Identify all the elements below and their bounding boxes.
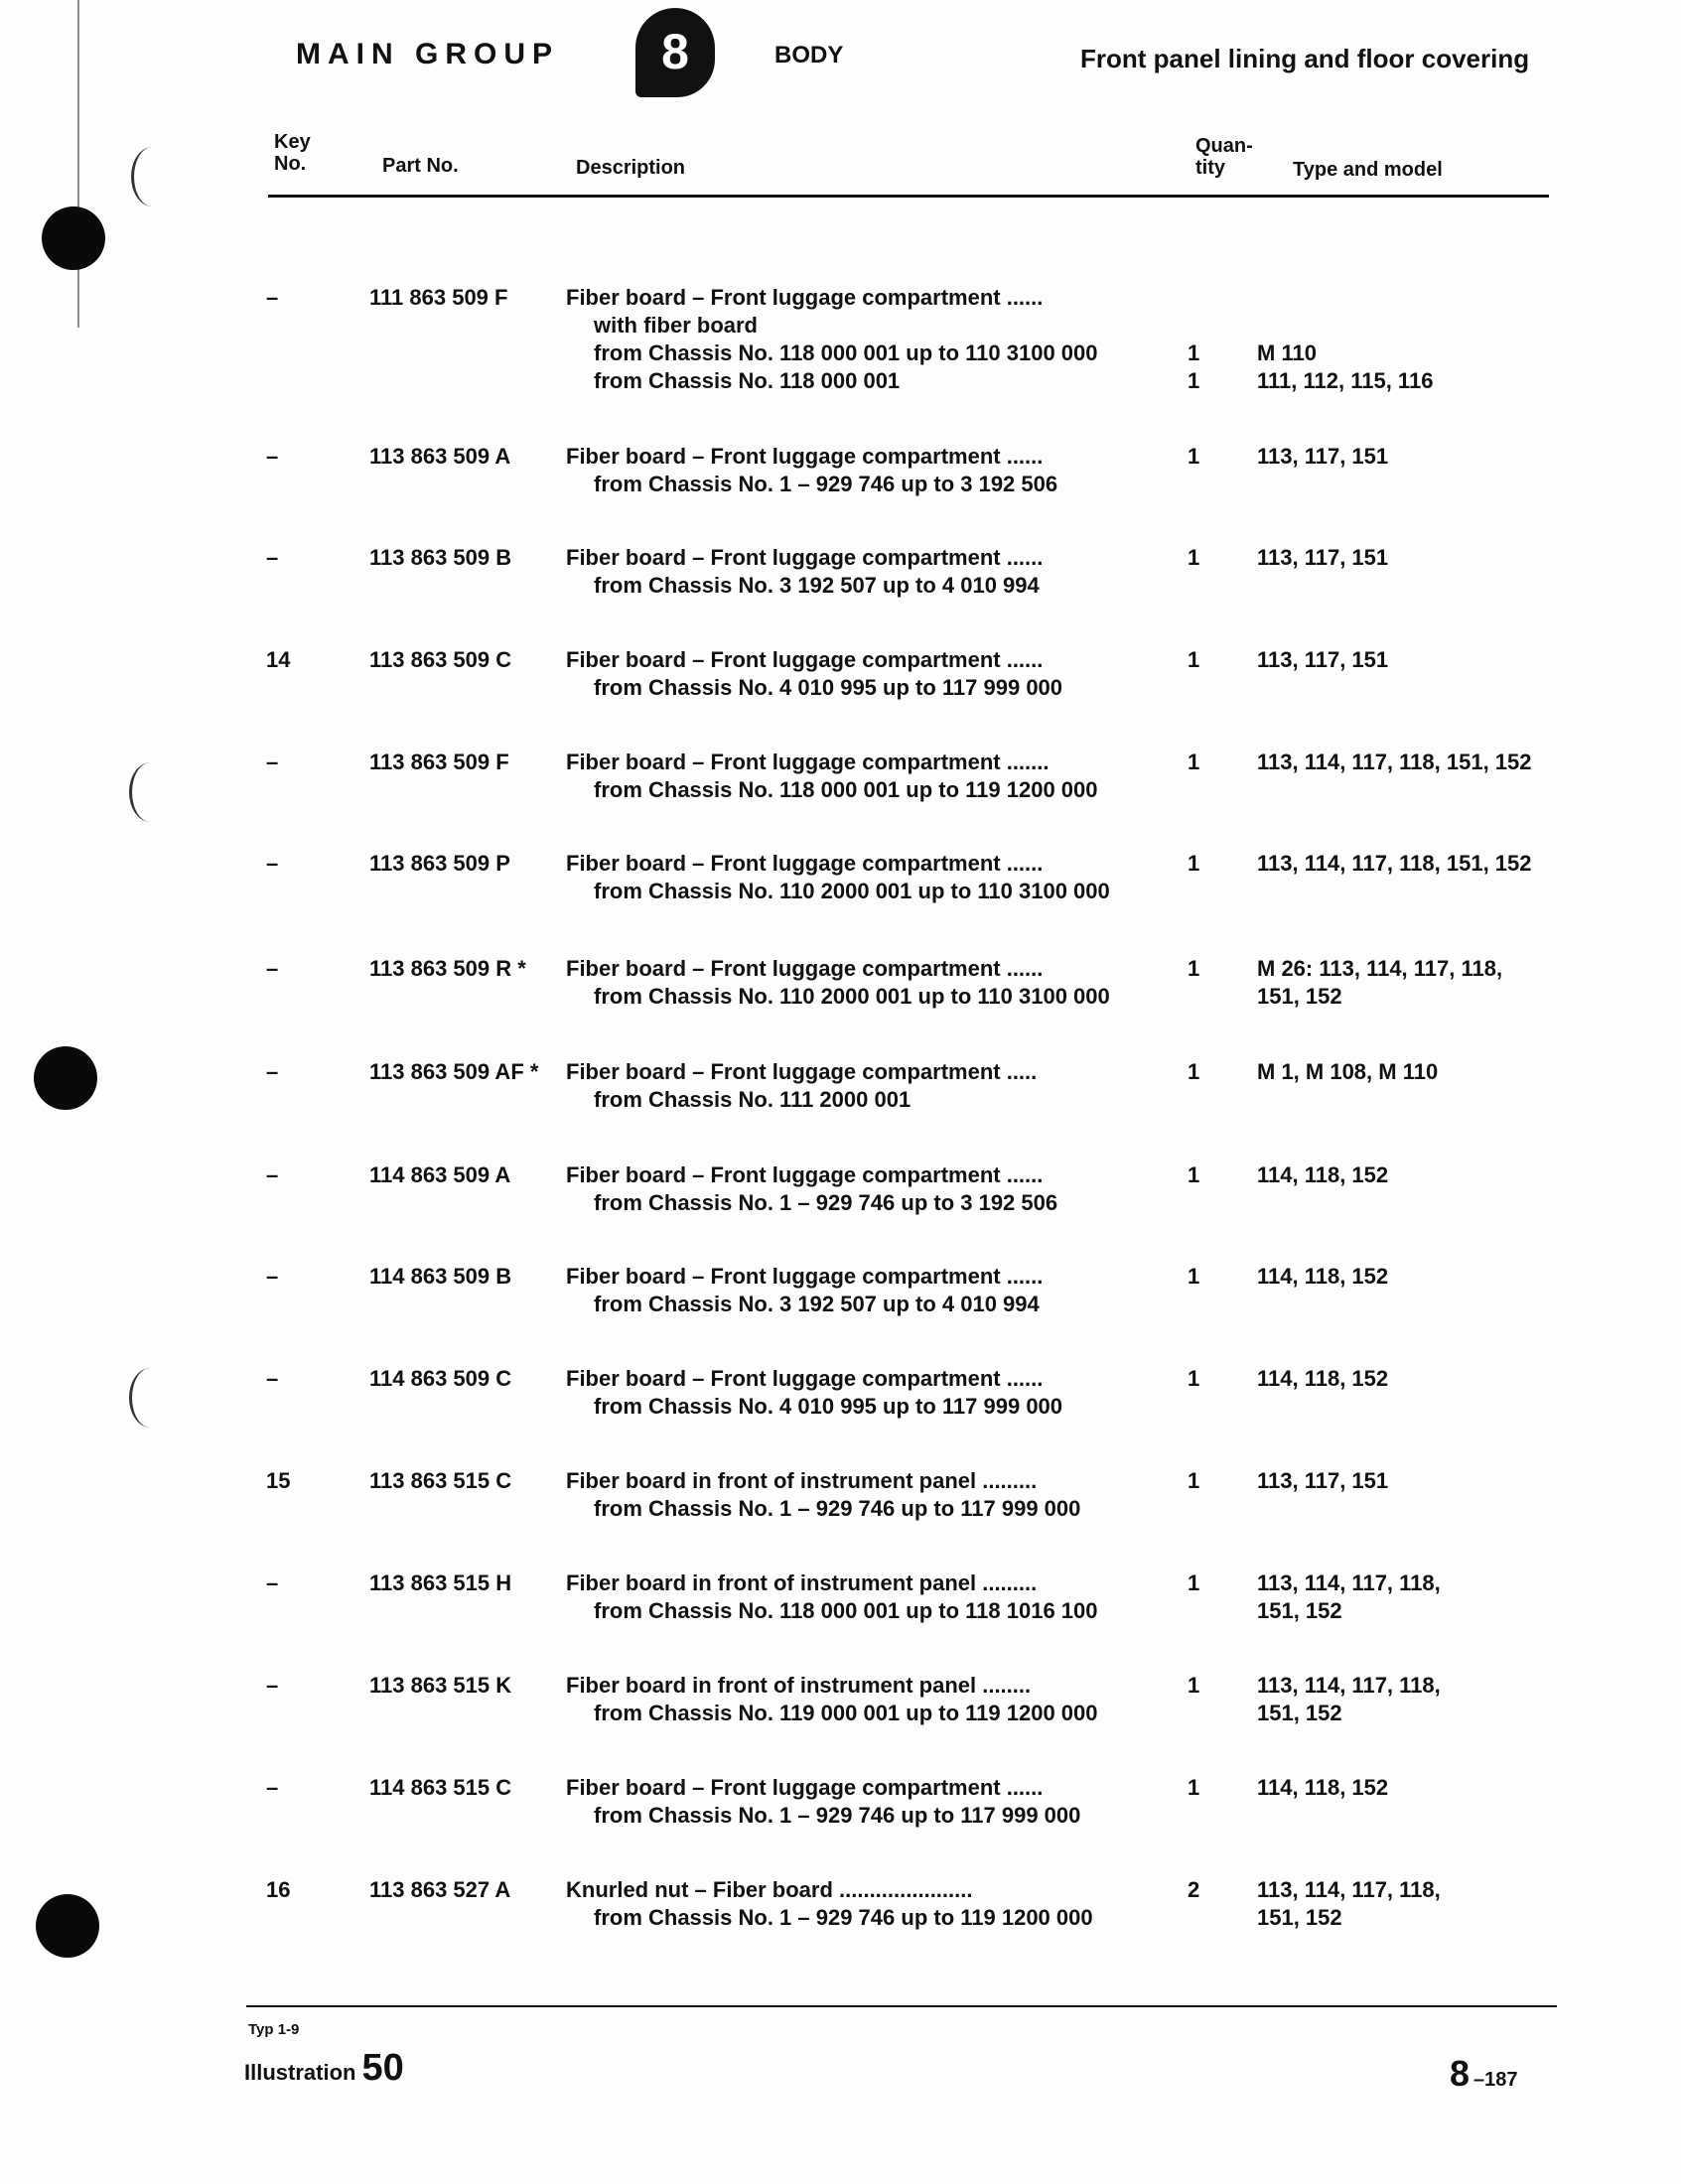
part-no: 114 863 515 C <box>369 1775 512 1800</box>
quantity: 1 <box>1188 1673 1200 1698</box>
part-description: Fiber board – Front luggage compartment ..... <box>566 1059 1038 1084</box>
quantity: 1 <box>1188 1775 1200 1800</box>
part-description: Fiber board – Front luggage compartment ...... <box>566 444 1044 469</box>
quantity: 1 <box>1188 1366 1200 1391</box>
type-model: 113, 114, 117, 118, 151, 152 <box>1257 851 1532 876</box>
quantity: 2 <box>1188 1877 1200 1902</box>
key-no: – <box>266 1264 279 1289</box>
part-no: 113 863 515 H <box>369 1570 512 1595</box>
chassis-range: from Chassis No. 111 2000 001 <box>594 1087 911 1112</box>
part-description: Fiber board – Front luggage compartment ...... <box>566 1264 1044 1289</box>
type-model: 113, 117, 151 <box>1257 1468 1389 1493</box>
part-no: 113 863 509 A <box>369 444 511 469</box>
binder-hole-middle <box>34 1046 97 1110</box>
key-no: – <box>266 956 279 981</box>
section-label: BODY <box>774 42 844 68</box>
type-model: 151, 152 <box>1257 1701 1342 1725</box>
key-no: – <box>266 285 279 310</box>
part-no: 113 863 509 P <box>369 851 510 876</box>
type-model: 151, 152 <box>1257 1905 1342 1930</box>
chassis-range: with fiber board <box>594 313 758 338</box>
key-no: – <box>266 1570 279 1595</box>
col-quantity: Quan- tity <box>1195 135 1253 179</box>
type-model: 113, 114, 117, 118, <box>1257 1877 1441 1902</box>
quantity: 1 <box>1188 1162 1200 1187</box>
part-description: Fiber board – Front luggage compartment ...... <box>566 1366 1044 1391</box>
col-description: Description <box>576 157 686 179</box>
part-description: Fiber board – Front luggage compartment ...... <box>566 647 1044 672</box>
chassis-range: from Chassis No. 1 – 929 746 up to 119 1200 000 <box>594 1905 1093 1930</box>
quantity: 1 <box>1188 750 1200 774</box>
part-no: 113 863 515 C <box>369 1468 512 1493</box>
type-model: M 26: 113, 114, 117, 118, <box>1257 956 1503 981</box>
type-model: 114, 118, 152 <box>1257 1366 1389 1391</box>
type-range: Typ 1-9 <box>248 2021 300 2038</box>
quantity: 1 <box>1188 851 1200 876</box>
part-no: 113 863 509 R * <box>369 956 526 981</box>
part-no: 113 863 509 B <box>369 545 512 570</box>
part-description: Fiber board – Front luggage compartment ....... <box>566 750 1050 774</box>
quantity: 1 <box>1188 1264 1200 1289</box>
type-model: 114, 118, 152 <box>1257 1775 1389 1800</box>
chassis-range: from Chassis No. 4 010 995 up to 117 999 000 <box>594 1394 1063 1419</box>
key-no: – <box>266 545 279 570</box>
key-no: – <box>266 851 279 876</box>
binder-hole-bottom <box>36 1894 99 1958</box>
type-model: M 1, M 108, M 110 <box>1257 1059 1439 1084</box>
type-model: 113, 114, 117, 118, <box>1257 1673 1441 1698</box>
type-model: M 110 <box>1257 341 1317 365</box>
chassis-range: from Chassis No. 1 – 929 746 up to 117 999 000 <box>594 1803 1081 1828</box>
header-rule <box>268 195 1549 198</box>
chassis-range: from Chassis No. 110 2000 001 up to 110 3100 000 <box>594 984 1110 1009</box>
chassis-range: from Chassis No. 1 – 929 746 up to 3 192 506 <box>594 472 1058 496</box>
key-no: – <box>266 1366 279 1391</box>
chassis-range: from Chassis No. 110 2000 001 up to 110 3100 000 <box>594 879 1110 903</box>
page-number: 8 –187 <box>1450 2053 1518 2094</box>
key-no: 15 <box>266 1468 291 1493</box>
part-no: 113 863 509 F <box>369 750 509 774</box>
part-no: 113 863 527 A <box>369 1877 511 1902</box>
part-no: 114 863 509 C <box>369 1366 512 1391</box>
part-description: Fiber board – Front luggage compartment ...... <box>566 1162 1044 1187</box>
quantity: 1 <box>1188 545 1200 570</box>
key-no: 16 <box>266 1877 291 1902</box>
key-no: – <box>266 750 279 774</box>
quantity: 1 <box>1188 341 1200 365</box>
part-no: 114 863 509 A <box>369 1162 511 1187</box>
type-model: 151, 152 <box>1257 1598 1342 1623</box>
col-part-no: Part No. <box>382 155 459 177</box>
type-model: 114, 118, 152 <box>1257 1162 1389 1187</box>
margin-line <box>77 0 79 328</box>
key-no: – <box>266 1059 279 1084</box>
part-description: Fiber board – Front luggage compartment ...... <box>566 851 1044 876</box>
quantity: 1 <box>1188 956 1200 981</box>
chassis-range: from Chassis No. 119 000 001 up to 119 1200 000 <box>594 1701 1098 1725</box>
part-description: Fiber board – Front luggage compartment ...... <box>566 545 1044 570</box>
part-no: 113 863 509 AF * <box>369 1059 539 1084</box>
part-description: Fiber board in front of instrument panel ........ <box>566 1673 1032 1698</box>
part-description: Fiber board – Front luggage compartment ...... <box>566 956 1044 981</box>
part-description: Fiber board in front of instrument panel ......... <box>566 1570 1038 1595</box>
group-number-badge: 8 <box>635 8 715 97</box>
type-model: 114, 118, 152 <box>1257 1264 1389 1289</box>
chassis-range: from Chassis No. 3 192 507 up to 4 010 994 <box>594 573 1040 598</box>
key-no: – <box>266 1162 279 1187</box>
type-model: 151, 152 <box>1257 984 1342 1009</box>
chassis-range: from Chassis No. 118 000 001 up to 110 3100 000 <box>594 341 1098 365</box>
quantity: 1 <box>1188 1570 1200 1595</box>
type-model: 111, 112, 115, 116 <box>1257 368 1434 393</box>
key-no: 14 <box>266 647 291 672</box>
key-no: – <box>266 1775 279 1800</box>
type-model: 113, 117, 151 <box>1257 647 1389 672</box>
binder-hole-top <box>42 206 105 270</box>
binder-ring-mark <box>129 762 172 822</box>
part-description: Fiber board – Front luggage compartment ...... <box>566 1775 1044 1800</box>
type-model: 113, 114, 117, 118, <box>1257 1570 1441 1595</box>
part-no: 114 863 509 B <box>369 1264 512 1289</box>
main-group-label: MAIN GROUP <box>296 38 559 70</box>
quantity: 1 <box>1188 647 1200 672</box>
illustration-ref: Illustration 50 <box>244 2047 404 2089</box>
part-description: Fiber board – Front luggage compartment ...... <box>566 285 1044 310</box>
quantity: 1 <box>1188 1059 1200 1084</box>
footer-rule <box>246 2005 1557 2007</box>
chassis-range: from Chassis No. 118 000 001 up to 118 1016 100 <box>594 1598 1098 1623</box>
key-no: – <box>266 444 279 469</box>
chassis-range: from Chassis No. 118 000 001 up to 119 1200 000 <box>594 777 1098 802</box>
part-description: Fiber board in front of instrument panel ......... <box>566 1468 1038 1493</box>
part-no: 113 863 515 K <box>369 1673 512 1698</box>
part-description: Knurled nut – Fiber board ...................... <box>566 1877 973 1902</box>
type-model: 113, 114, 117, 118, 151, 152 <box>1257 750 1532 774</box>
binder-ring-mark <box>129 1368 172 1428</box>
chassis-range: from Chassis No. 4 010 995 up to 117 999 000 <box>594 675 1063 700</box>
type-model: 113, 117, 151 <box>1257 545 1389 570</box>
chassis-range: from Chassis No. 1 – 929 746 up to 3 192 506 <box>594 1190 1058 1215</box>
quantity: 1 <box>1188 444 1200 469</box>
col-type-model: Type and model <box>1293 159 1443 181</box>
binder-ring-mark <box>131 147 174 206</box>
part-no: 113 863 509 C <box>369 647 512 672</box>
page-subtitle: Front panel lining and floor covering <box>1080 44 1530 73</box>
quantity: 1 <box>1188 368 1200 393</box>
chassis-range: from Chassis No. 3 192 507 up to 4 010 994 <box>594 1292 1040 1316</box>
key-no: – <box>266 1673 279 1698</box>
quantity: 1 <box>1188 1468 1200 1493</box>
chassis-range: from Chassis No. 1 – 929 746 up to 117 999 000 <box>594 1496 1081 1521</box>
col-key-no: Key No. <box>274 131 311 175</box>
type-model: 113, 117, 151 <box>1257 444 1389 469</box>
part-no: 111 863 509 F <box>369 285 508 310</box>
chassis-range: from Chassis No. 118 000 001 <box>594 368 901 393</box>
